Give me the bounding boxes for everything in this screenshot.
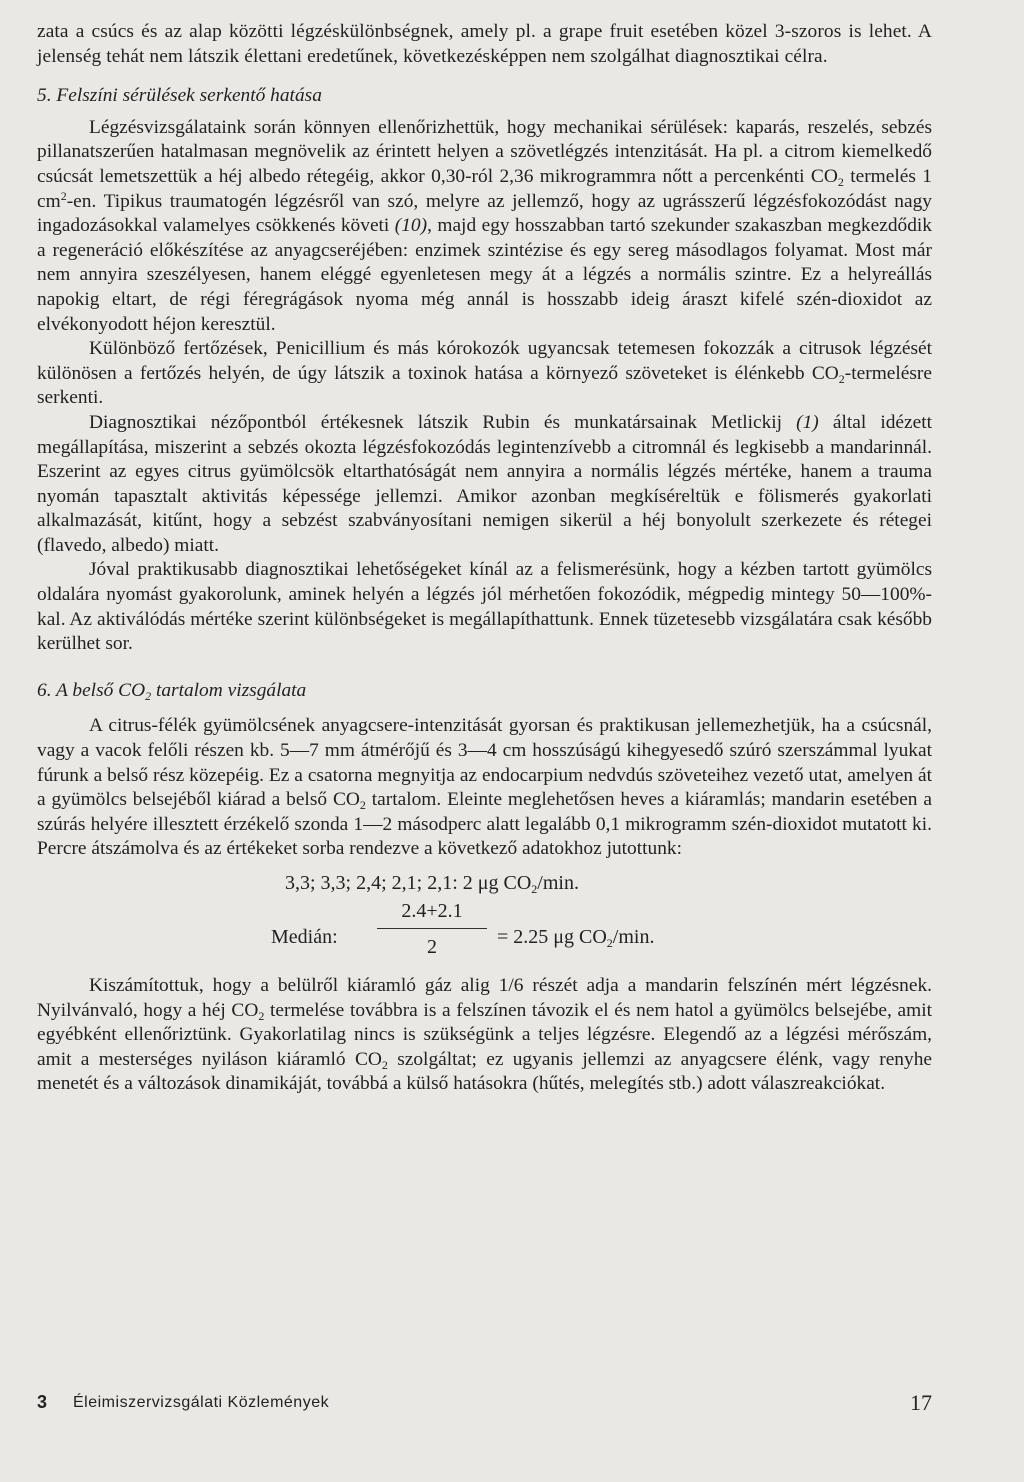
section-6-heading: 6. A belső $CO_2$ tartalom vizsgálata: [37, 679, 307, 703]
section-6-paragraph-2: Kiszámítottuk, hogy a belülről kiáramló gáz alig 1/6 részét adja a mandarin felszínén mért légzésnek. Nyilvánvaló, hogy a héj $CO_2$ termelése továbbra is a felszínen távozik el és nem hatol a gyümölcs belsejébe, amit egyébként ellenőriztünk. Gyakorlatilag nincs is szükségünk a teljes légzésre. Elegendő az a légzési mérőszám, amit a mesterséges nyiláson kiáramló $CO_2$ szolgáltat; ez ugyanis jellemzi az anyagcsere élénk, vagy renyhe menetét és a változások dinamikáját, továbbá a külső hatásokra (hűtés, melegítés stb.) adott válaszreakciókat.: [37, 975, 933, 1095]
journal-title: Éleimiszervizsgálati Közlemények: [73, 1394, 330, 1411]
section-5-paragraph-1: Légzésvizsgálataink során könnyen ellenőrizhettük, hogy mechanikai sérülések: kaparás, reszelés, sebzés pillanatszerűen hatalmasan megnövelik az érintett helyen a szövetlégzés intenzitását. Ha pl. a citrom kiemelkedő csúcsát lemetszettük a héj albedo rétegéig, akkor 0,30-ról 2,36 mikrogrammra nőtt a percenkénti $CO_2$ termelés 1 $cm^2-en$. Tipikus traumatogén légzésről van szó, melyre az jellemző, hogy az ugrásszerű légzésfokozódást nagy ingadozásokkal valamelyes csökkenés követi (10), majd egy hosszabban tartó szekunder szakaszban megkezdődik a regeneráció előkészítése az anyagcseréjében: enzimek szintézise és egy sereg másodlagos folyamat. Most már nem annyira szeszélyesen, hanem eléggé egyenletesen megy át a légzés a normális szintre. Ez a helyreállás napokig eltart, de régi féregrágások nyoma még annál is hosszabb ideig áraszt kifelé szén-dioxidot az elvékonyodott héjon keresztül.: [37, 116, 933, 335]
section-5-heading: 5. Felszíni sérülések serkentő hatása: [37, 85, 322, 107]
intro-paragraph: zata a csúcs és az alap közötti légzéskülönbségnek, amely pl. a grape fruit esetében közel 3-szoros is lehet. A jelenség tehát nem látszik élettani eredetűnek, következésképpen nem szolgálhat diagnosztikai célra.: [37, 21, 932, 67]
section-6-paragraph-1: A citrus-félék gyümölcsének anyagcsere-intenzitását gyorsan és praktikusan jellemezhetjük, ha a csúcsnál, vagy a vacok felőli részen kb. 5—7 mm átmérőjű és 3—4 cm hosszúságú kihegyesedő szúró szerszámmal lyukat fúrunk a belső rész közepéig. Ez a csatorna megnyitja az endocarpium nedvdús szöveteihez vezető utat, amelyen át a gyümölcs belsejéből kiárad a belső $CO_2$ tartalom. Eleinte meglehetősen heves a kiáramlás; mandarin esetében a szúrás helyére illesztett érzékelő szonda 1—2 másodperc alatt legalább 0,1 mikrogramm szén-dioxidot mutatott ki. Percre átszámolva és az értékeket sorba rendezve a következő adatokhoz jutottunk:: [37, 715, 932, 860]
page-footer: [37, 1388, 932, 1418]
section-5-paragraph-2: Különböző fertőzések, Penicillium és más kórokozók ugyancsak tetemesen fokozzák a citrusok légzését különösen a fertőzés helyén, de úgy látszik a toxinok hatása a környező szöveteket is élénkebb $CO_2$-termelésre serkenti.: [37, 338, 932, 409]
fraction-line: [377, 928, 487, 929]
reference-10: (10): [394, 215, 428, 237]
median-result: = 2.25 μg $CO_2/\min$.: [497, 926, 655, 950]
measured-values: 3,3; 3,3; 2,4; 2,1; 2,1: 2 μg $CO_2/\min$.: [285, 872, 579, 896]
section-5-paragraph-4: Jóval praktikusabb diagnosztikai lehetőségeket kínál az a felismerésünk, hogy a kézben tartott gyümölcs oldalára nyomást gyakorolunk, aminek helyén a légzés jól mérhetően fokozódik, mégpedig mintegy 50—100%-kal. Az aktiválódás mértéke szerint különbségeket is megállapíthattunk. Ennek tüzetesebb vizsgálatára csak később kerülhet sor.: [37, 559, 932, 655]
page-number: 17: [910, 1390, 932, 1415]
page-body: [37, 20, 933, 1415]
signature-number: 3: [37, 1392, 48, 1412]
fraction-numerator: 2.4+2.1: [401, 900, 463, 922]
section-5-paragraph-3: Diagnosztikai nézőpontból értékesnek látszik Rubin és munkatársainak Metlickij (1) által idézett megállapítása, miszerint a sebzés okozta légzésfokozódás legintenzívebb a citromnál és legkisebb a mandarinnál. Eszerint az egyes citrus gyümölcsök eltarthatóságát nem annyira a normális légzés mértéke, hanem a trauma nyomán tapasztalt aktivitás képessége jellemzi. Amikor azonban megkíséreltük e fölismerés gyakorlati alkalmazását, kitűnt, hogy a sebzést szabványosítani nemigen sikerül a héj bonyolult szerkezete és rétegei (flavedo, albedo) miatt.: [37, 411, 933, 556]
reference-1: (1): [796, 411, 819, 433]
formula-block: [37, 862, 932, 974]
median-label: Medián:: [271, 926, 338, 948]
fraction-denominator: 2: [427, 936, 437, 958]
